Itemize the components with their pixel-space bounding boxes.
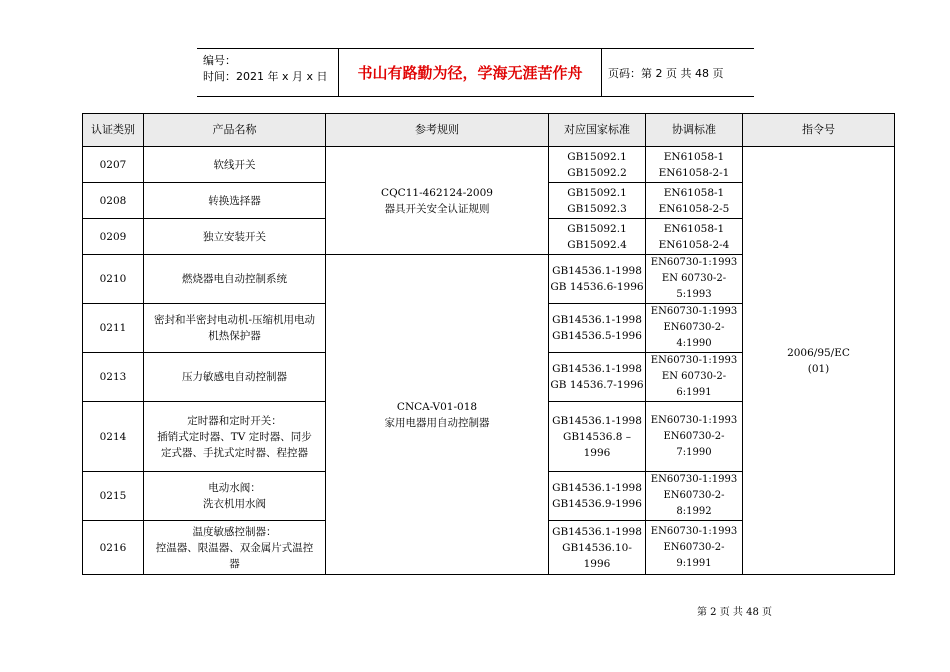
category-code: 0216: [83, 521, 144, 575]
product-name: [144, 521, 326, 575]
column-header: 指令号: [743, 114, 895, 147]
standard-line: GB 14536.6-1996: [550, 281, 644, 293]
harmonized-standard: [646, 304, 743, 353]
standard-line: GB14536.9-1996: [552, 498, 642, 510]
page-info: 页码：第 2 页 共 48 页: [608, 66, 724, 80]
reference-rule: [326, 255, 549, 575]
product-line: 控温器、限温器、双金属片式温控: [155, 541, 314, 554]
standard-line: EN60730-2-9:1991: [663, 541, 725, 569]
standard-line: EN61058-1: [663, 222, 725, 235]
standard-line: GB14536.10-1996: [562, 541, 632, 570]
standard-line: EN61058-1: [663, 186, 725, 199]
standard-line: EN61058-2-5: [658, 202, 730, 215]
standard-line: GB15092.1: [567, 150, 627, 163]
harmonized-standard: [646, 147, 743, 183]
standard-line: GB14536.8 –1996: [562, 430, 632, 459]
product-line: 机热保护器: [208, 330, 261, 342]
product-name: [144, 147, 326, 183]
reference-rule: [326, 147, 549, 255]
standard-line: GB15092.1: [567, 222, 627, 235]
standard-line: GB14536.1-1998: [552, 265, 642, 277]
certification-table: [82, 113, 895, 575]
standard-line: EN60730-2-7:1990: [663, 430, 725, 458]
national-standard: [549, 255, 646, 304]
column-header: 认证类别: [83, 114, 144, 147]
harmonized-standard: [646, 353, 743, 402]
product-name: [144, 472, 326, 521]
product-line: 压力敏感电自动控制器: [182, 371, 287, 383]
standard-line: EN60730-1:1993: [650, 355, 738, 366]
standard-line: GB14536.1-1998: [552, 482, 642, 494]
standard-line: EN60730-1:1993: [650, 474, 738, 485]
product-line: 电动水阀：: [208, 482, 261, 494]
document-header: [197, 48, 754, 97]
standard-line: EN60730-2-4:1990: [663, 322, 725, 349]
standard-line: GB14536.1-1998: [552, 525, 642, 538]
standard-line: GB 14536.7-1996: [550, 379, 644, 391]
national-standard: [549, 147, 646, 183]
category-code: 0213: [83, 353, 144, 402]
standard-line: EN60730-1:1993: [650, 257, 738, 268]
category-code: 0208: [83, 183, 144, 219]
number-label: 编号：: [203, 54, 236, 67]
product-name: [144, 219, 326, 255]
motto: 书山有路勤为径，学海无涯苦作舟: [338, 49, 602, 96]
harmonized-standard: [646, 219, 743, 255]
product-name: [144, 183, 326, 219]
standard-line: EN60730-1:1993: [650, 306, 738, 317]
time-label: 时间：2021 年 x 月 x 日: [203, 70, 328, 83]
national-standard: [549, 219, 646, 255]
standard-line: GB14536.1-1998: [552, 414, 642, 427]
standard-line: GB15092.3: [567, 202, 627, 215]
directive-line: 2006/95/EC: [787, 346, 850, 359]
national-standard: [549, 472, 646, 521]
standard-line: EN60730-2-8:1992: [663, 490, 725, 517]
directive-line: (01): [807, 362, 830, 375]
product-name: [144, 353, 326, 402]
category-code: 0214: [83, 402, 144, 472]
standard-line: GB15092.4: [567, 238, 627, 251]
standard-line: GB14536.1-1998: [552, 363, 642, 375]
product-line: 转换选择器: [208, 194, 261, 207]
standard-line: EN61058-1: [663, 150, 725, 163]
product-line: 温度敏感控制器：: [192, 525, 277, 538]
column-header: 参考规则: [326, 114, 549, 147]
product-name: [144, 402, 326, 472]
product-line: 软线开关: [213, 158, 256, 171]
national-standard: [549, 183, 646, 219]
product-line: 独立安装开关: [203, 230, 266, 243]
category-code: 0210: [83, 255, 144, 304]
standard-line: GB15092.2: [567, 166, 627, 179]
header-meta: [197, 49, 338, 96]
harmonized-standard: [646, 183, 743, 219]
standard-line: EN60730-1:1993: [650, 414, 738, 426]
standard-line: GB14536.5-1996: [552, 330, 642, 342]
harmonized-standard: [646, 402, 743, 472]
national-standard: [549, 402, 646, 472]
standard-line: GB15092.1: [567, 186, 627, 199]
product-line: 插销式定时器、TV 定时器、同步: [157, 430, 312, 443]
national-standard: [549, 353, 646, 402]
directive-number: [743, 147, 895, 575]
category-code: 0207: [83, 147, 144, 183]
product-line: 洗衣机用水阀: [203, 498, 266, 510]
product-line: 定式器、手扰式定时器、程控器: [161, 446, 308, 459]
rule-name: 家用电器用自动控制器: [384, 416, 490, 429]
product-name: [144, 255, 326, 304]
standard-line: EN61058-2-4: [658, 238, 730, 251]
column-header: 对应国家标准: [549, 114, 646, 147]
standard-line: EN61058-2-1: [658, 166, 730, 179]
national-standard: [549, 521, 646, 575]
column-header: 协调标准: [646, 114, 743, 147]
table-row: [83, 147, 895, 183]
category-code: 0211: [83, 304, 144, 353]
rule-name: 器具开关安全认证规则: [384, 202, 490, 215]
standard-line: EN60730-1:1993: [650, 525, 738, 537]
rule-code: CQC11-462124-2009: [381, 186, 493, 199]
category-code: 0215: [83, 472, 144, 521]
harmonized-standard: [646, 255, 743, 304]
product-line: 器: [229, 557, 240, 570]
product-line: 燃烧器电自动控制系统: [182, 273, 287, 285]
product-name: [144, 304, 326, 353]
product-line: 定时器和定时开关：: [187, 414, 282, 427]
rule-code: CNCA-V01-018: [396, 400, 478, 413]
standard-line: EN 60730-2-6:1991: [661, 371, 727, 398]
standard-line: EN 60730-2-5:1993: [661, 273, 727, 300]
national-standard: [549, 304, 646, 353]
harmonized-standard: [646, 521, 743, 575]
column-header: 产品名称: [144, 114, 326, 147]
table-header-row: [83, 114, 895, 147]
page-footer: 第 2 页 共 48 页: [697, 607, 772, 618]
standard-line: GB14536.1-1998: [552, 314, 642, 326]
product-line: 密封和半密封电动机-压缩机用电动: [153, 314, 316, 326]
category-code: 0209: [83, 219, 144, 255]
harmonized-standard: [646, 472, 743, 521]
